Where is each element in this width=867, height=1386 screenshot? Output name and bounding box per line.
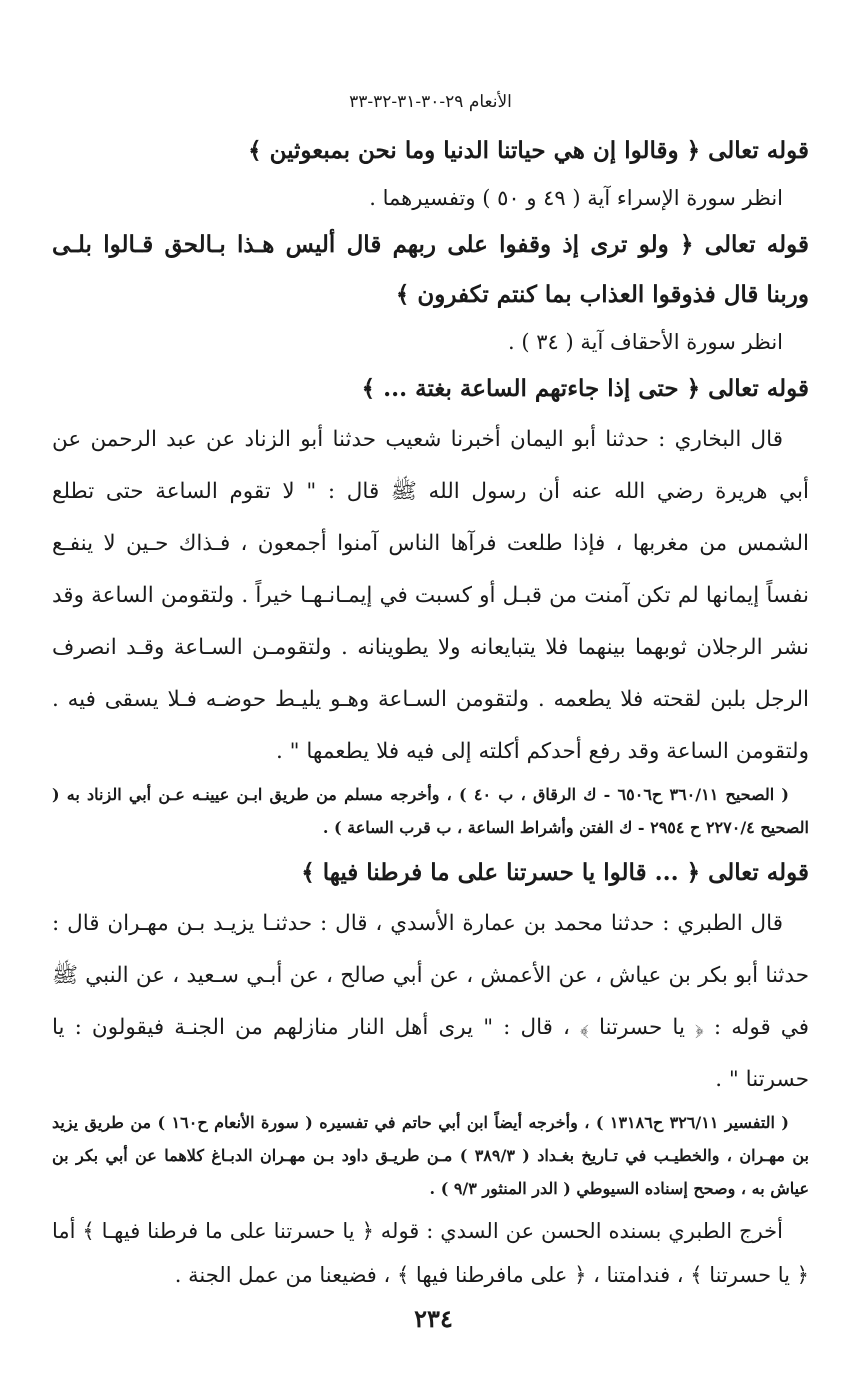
- tabari-suddi-text: أخرج الطبري بسنده الحسن عن السدي : قوله ﴿ يا حسرتنا على ما فرطنا فيهـا ﴾ أما ﴿ يا حسرتنا ﴾ ، فندامتنا ، ﴿ على مافرطنا فيها ﴾ ، فضيعنا من عمل الجنة .: [52, 1219, 809, 1287]
- hadith-text-bukhari: قال البخاري : حدثنا أبو اليمان أخبرنا شعيب حدثنا أبو الزناد عن عبد الرحمن عن أبي هريرة رضي الله عنه أن رسول الله ﷺ قال : " لا تقوم الساعة حتى تطلع الشمس من مغربها ، فإذا طلعت فرآها الناس آمنوا أجمعون ، فـذاك حـين لا ينفـع نفساً إيمانها لم تكن آمنت من قبـل أو كسبت في إيمـانـهـا خيراً . ولتقومن الساعة وقد نشر الرجلان ثوبهما بينهما فلا يتبايعانه ولا يطوينانه . ولتقومـن السـاعة وقـد انصرف الرجل بلبن لقحته فلا يطعمه . ولتقومن السـاعة وهـو يليـط حوضـه فـلا يسقى فيه . ولتقومن الساعة وقد رفع أحدكم أكلته إلى فيه فلا يطعمها " .: [52, 427, 809, 764]
- verse-heading-1: قوله تعالى ﴿ وقالوا إن هي حياتنا الدنيا وما نحن بمبعوثين ﴾: [248, 137, 809, 164]
- section-4: [52, 848, 809, 1297]
- section-1: [52, 126, 809, 220]
- running-header: [52, 92, 809, 112]
- section-2: [52, 220, 809, 364]
- source-note-1: ( الصحيح ٣٦٠/١١ ح٦٥٠٦ - ك الرقاق ، ب ٤٠ ) ، وأخرجه مسلم من طريق ابـن عيينـه عـن أبي الزناد به ( الصحيح ٢٢٧٠/٤ ح ٢٩٥٤ - ك الفتن وأشراط الساعة ، ب قرب الساعة ) .: [52, 785, 809, 837]
- verse-heading-2: قوله تعالى ﴿ ولو ترى إذ وقفوا على ربهم قال أليس هـذا بـالحق قـالوا بلـى وربنا قال فذوقوا العذاب بما كنتم تكفرون ﴾: [52, 231, 809, 308]
- section-3: [52, 364, 809, 844]
- cross-reference-2: انظر سورة الأحقاف آية ( ٣٤ ) .: [508, 330, 783, 354]
- source-note-2: ( التفسير ٣٢٦/١١ ح١٣١٨٦ ) ، وأخرجه أيضاً ابن أبي حاتم في تفسيره ( سورة الأنعام ح١٦٠ ) من طريق يزيد بن مهـران ، والخطيـب في تـاريخ بغـداد ( ٣٨٩/٣ ) مـن طريـق داود بـن مهـران الدبـاغ كلاهما عن أبي بكر بن عياش به ، وصحح إسناده السيوطي ( الدر المنثور ٩/٣ ) .: [52, 1113, 809, 1198]
- verse-heading-4: قوله تعالى ﴿ ... قالوا يا حسرتنا على ما فرطنا فيها ﴾: [301, 859, 809, 886]
- cross-reference-1: انظر سورة الإسراء آية ( ٤٩ و ٥٠ ) وتفسيرهما .: [369, 186, 783, 210]
- verse-heading-3: قوله تعالى ﴿ حتى إذا جاءتهم الساعة بغتة ... ﴾: [361, 375, 809, 402]
- hadith-text-tabari: قال الطبري : حدثنا محمد بن عمارة الأسدي ، قال : حدثنـا يزيـد بـن مهـران قال : حدثنا أبو بكر بن عياش ، عن الأعمش ، عن أبي صالح ، عن أبـي سـعيد ، عن النبي ﷺ في قوله : ﴿ يا حسرتنا ﴾ ، قال : " يرى أهل النار منازلهم من الجنـة فيقولون : يا حسرتنا " .: [52, 911, 809, 1092]
- page-number: ٢٣٤: [414, 1304, 453, 1333]
- running-title: الأنعام ٢٩-٣٠-٣١-٣٢-٣٣: [349, 92, 512, 112]
